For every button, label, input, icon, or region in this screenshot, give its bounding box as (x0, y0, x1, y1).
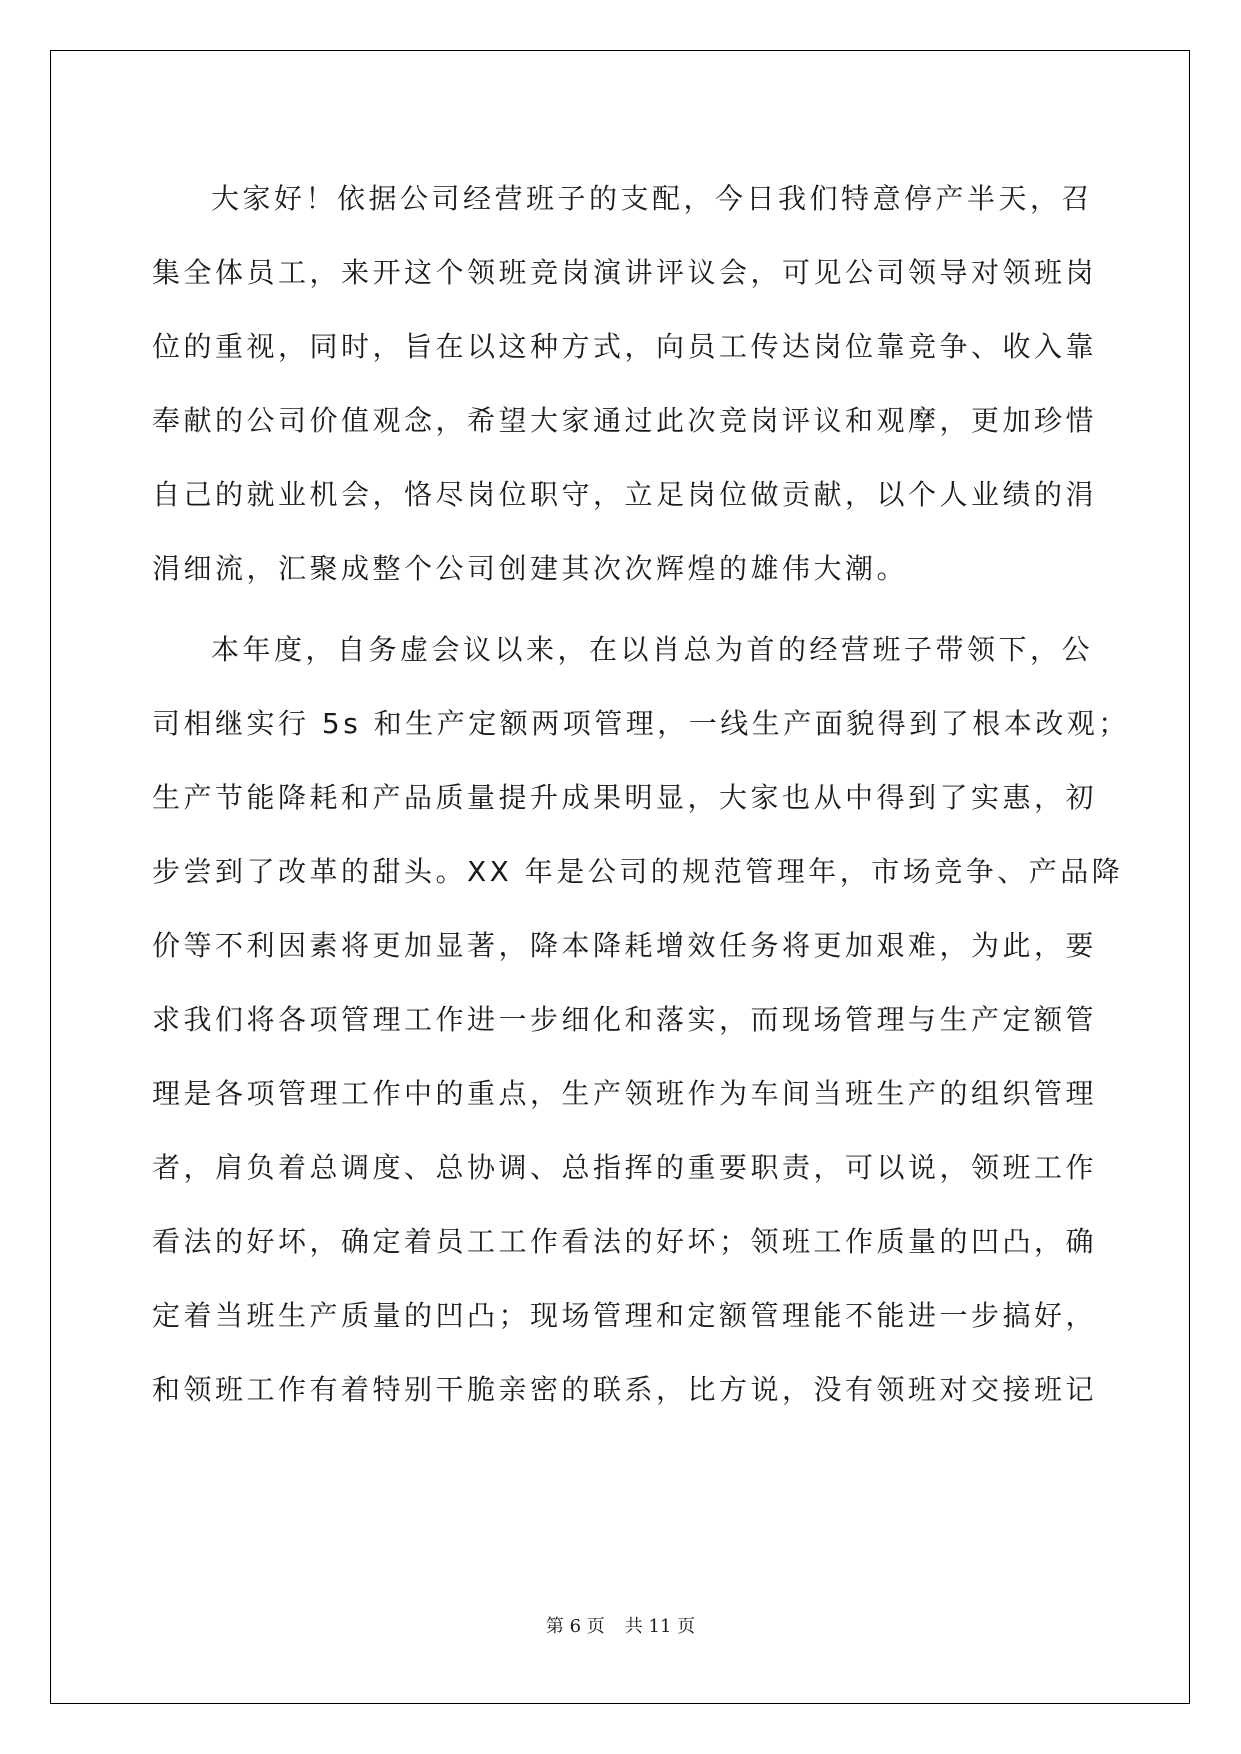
text-line: 生产节能降耗和产品质量提升成果明显，大家也从中得到了实惠，初 (152, 781, 1098, 814)
text-line: 自己的就业机会，恪尽岗位职守，立足岗位做贡献，以个人业绩的涓 (152, 478, 1098, 511)
page-footer (0, 1612, 1241, 1638)
text-line: 奉献的公司价值观念，希望大家通过此次竞岗评议和观摩，更加珍惜 (152, 404, 1098, 437)
text-line: 步尝到了改革的甜头。XX 年是公司的规范管理年，市场竞争、产品降 (152, 855, 1124, 888)
text-line: 涓细流，汇聚成整个公司创建其次次辉煌的雄伟大潮。 (152, 552, 909, 585)
text-line: 看法的好坏，确定着员工工作看法的好坏；领班工作质量的凹凸，确 (152, 1225, 1098, 1258)
text-line: 理是各项管理工作中的重点，生产领班作为车间当班生产的组织管理 (152, 1077, 1098, 1110)
text-line: 求我们将各项管理工作进一步细化和落实，而现场管理与生产定额管 (152, 1003, 1098, 1036)
text-line: 司相继实行 5s 和生产定额两项管理，一线生产面貌得到了根本改观； (152, 707, 1130, 740)
document-body (152, 162, 1130, 1427)
text-line: 和领班工作有着特别干脆亲密的联系，比方说，没有领班对交接班记 (152, 1373, 1098, 1406)
text-line: 价等不利因素将更加显著，降本降耗增效任务将更加艰难，为此，要 (152, 929, 1098, 962)
page-number: 第 6 页 (545, 1616, 605, 1637)
text-line: 大家好！依据公司经营班子的支配，今日我们特意停产半天，召 (211, 182, 1094, 215)
text-line: 位的重视，同时，旨在以这种方式，向员工传达岗位靠竞争、收入靠 (152, 330, 1098, 363)
paragraph-1 (152, 162, 1098, 606)
text-line: 集全体员工，来开这个领班竞岗演讲评议会，可见公司领导对领班岗 (152, 256, 1098, 289)
paragraph-2 (152, 613, 1130, 1427)
text-line: 本年度，自务虚会议以来，在以肖总为首的经营班子带领下，公 (211, 633, 1094, 666)
text-line: 者，肩负着总调度、总协调、总指挥的重要职责，可以说，领班工作 (152, 1151, 1098, 1184)
text-line: 定着当班生产质量的凹凸；现场管理和定额管理能不能进一步搞好， (152, 1299, 1098, 1332)
page-total: 共 11 页 (624, 1616, 696, 1637)
